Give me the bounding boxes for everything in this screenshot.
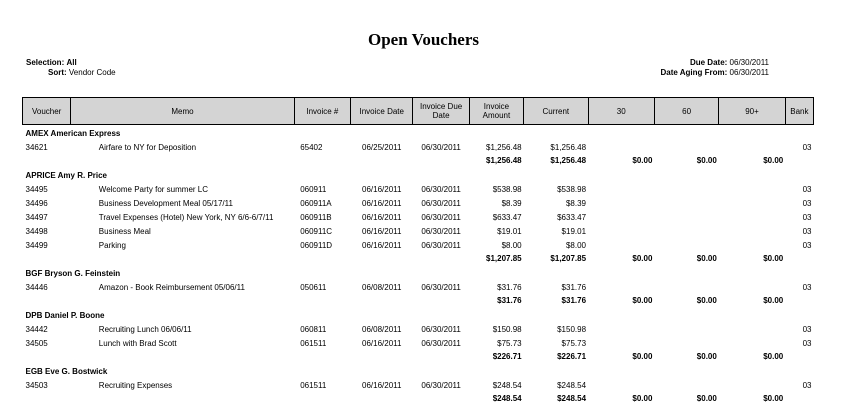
aging-60-cell — [654, 379, 718, 393]
total-30-cell: $0.00 — [632, 156, 653, 165]
total-empty-cell — [413, 155, 469, 167]
memo-cell: Airfare to NY for Deposition — [98, 143, 197, 152]
total-60-cell: $0.00 — [696, 296, 717, 305]
col-header-invoice-amount: Invoice Amount — [469, 98, 523, 125]
total-90-cell: $0.00 — [763, 394, 784, 403]
total-empty-cell — [294, 393, 350, 405]
report-criteria — [26, 58, 116, 78]
total-empty-cell — [351, 155, 413, 167]
total-empty-cell — [23, 295, 71, 307]
col-header-invoice-date: Invoice Date — [351, 98, 413, 125]
col-header-60: 60 — [654, 98, 718, 125]
invoice-amount-cell: $75.73 — [497, 339, 522, 348]
total-60-cell: $0.00 — [696, 394, 717, 403]
total-bank-cell — [785, 351, 813, 363]
current-cell: $8.00 — [565, 241, 587, 250]
aging-90-cell — [719, 281, 785, 295]
bank-cell: 03 — [802, 185, 812, 194]
total-bank-cell — [785, 155, 813, 167]
voucher-cell: 34446 — [25, 283, 48, 292]
invoice-due-date-cell: 06/30/2011 — [421, 213, 461, 222]
total-60-cell: $0.00 — [696, 352, 717, 361]
invoice-date-cell: 06/16/2011 — [362, 381, 402, 390]
current-cell: $1,256.48 — [550, 143, 587, 152]
total-bank-cell — [785, 253, 813, 265]
vendor-group-row — [23, 125, 814, 142]
invoice-amount-cell: $8.39 — [501, 199, 522, 208]
total-bank-cell — [785, 393, 813, 405]
aging-90-cell — [719, 323, 785, 337]
current-cell: $633.47 — [557, 213, 587, 222]
table-row — [23, 183, 814, 197]
aging-60-cell — [654, 239, 718, 253]
total-90-cell: $0.00 — [763, 352, 784, 361]
bank-cell: 03 — [802, 325, 812, 334]
bank-cell: 03 — [802, 241, 812, 250]
total-current-cell: $31.76 — [561, 296, 587, 305]
memo-cell: Business Meal — [98, 227, 151, 236]
table-row — [23, 225, 814, 239]
total-empty-cell — [71, 351, 294, 363]
total-empty-cell — [351, 295, 413, 307]
invoice-amount-cell: $633.47 — [492, 213, 522, 222]
table-row — [23, 379, 814, 393]
voucher-cell: 34496 — [25, 199, 48, 208]
aging-30-cell — [588, 183, 654, 197]
aging-90-cell — [719, 197, 785, 211]
total-empty-cell — [294, 155, 350, 167]
invoice-date-cell: 06/25/2011 — [362, 143, 402, 152]
vendor-name: BGF Bryson G. Feinstein — [25, 269, 121, 278]
sort-value: Vendor Code — [68, 68, 116, 77]
total-empty-cell — [413, 253, 469, 265]
aging-30-cell — [588, 337, 654, 351]
total-amount-cell: $226.71 — [492, 352, 522, 361]
invoice-date-cell: 06/08/2011 — [362, 283, 402, 292]
selection-label: Selection: — [26, 58, 65, 67]
memo-cell: Parking — [98, 241, 126, 250]
total-30-cell: $0.00 — [632, 394, 653, 403]
invoice-number-cell: 060911 — [300, 185, 327, 194]
invoice-date-cell: 06/08/2011 — [362, 325, 402, 334]
aging-30-cell — [588, 211, 654, 225]
voucher-cell: 34495 — [25, 185, 48, 194]
invoice-number-cell: 060811 — [300, 325, 327, 334]
vendor-total-row — [23, 351, 814, 363]
bank-cell: 03 — [802, 227, 812, 236]
aging-90-cell — [719, 211, 785, 225]
table-header-row — [23, 98, 814, 125]
invoice-due-date-cell: 06/30/2011 — [421, 381, 461, 390]
current-cell: $538.98 — [557, 185, 587, 194]
memo-cell: Business Development Meal 05/17/11 — [98, 199, 233, 208]
voucher-cell: 34503 — [25, 381, 48, 390]
table-row — [23, 211, 814, 225]
aging-30-cell — [588, 323, 654, 337]
aging-60-cell — [654, 323, 718, 337]
total-empty-cell — [351, 393, 413, 405]
aging-60-cell — [654, 183, 718, 197]
voucher-cell: 34498 — [25, 227, 48, 236]
invoice-number-cell: 061511 — [300, 339, 327, 348]
memo-cell: Recruiting Expenses — [98, 381, 173, 390]
vendor-total-row — [23, 155, 814, 167]
total-empty-cell — [413, 295, 469, 307]
memo-cell: Welcome Party for summer LC — [98, 185, 209, 194]
table-row — [23, 281, 814, 295]
aging-60-cell — [654, 337, 718, 351]
vendor-group-row — [23, 265, 814, 281]
aging-30-cell — [588, 239, 654, 253]
total-empty-cell — [351, 351, 413, 363]
aging-60-cell — [654, 211, 718, 225]
total-empty-cell — [71, 295, 294, 307]
total-30-cell: $0.00 — [632, 296, 653, 305]
current-cell: $75.73 — [561, 339, 587, 348]
sort-label: Sort: — [48, 68, 67, 77]
bank-cell: 03 — [802, 213, 812, 222]
invoice-date-cell: 06/16/2011 — [362, 227, 402, 236]
due-date-value: 06/30/2011 — [729, 58, 769, 67]
total-amount-cell: $1,256.48 — [486, 156, 522, 165]
col-header-invoice-number: Invoice # — [294, 98, 350, 125]
invoice-due-date-cell: 06/30/2011 — [421, 185, 461, 194]
total-empty-cell — [294, 253, 350, 265]
invoice-amount-cell: $19.01 — [497, 227, 522, 236]
voucher-cell: 34442 — [25, 325, 48, 334]
col-header-current: Current — [524, 98, 588, 125]
total-empty-cell — [351, 253, 413, 265]
total-90-cell: $0.00 — [763, 254, 784, 263]
total-current-cell: $248.54 — [557, 394, 587, 403]
total-empty-cell — [23, 155, 71, 167]
table-row — [23, 337, 814, 351]
aging-30-cell — [588, 379, 654, 393]
total-empty-cell — [23, 253, 71, 265]
total-60-cell: $0.00 — [696, 156, 717, 165]
invoice-date-cell: 06/16/2011 — [362, 241, 402, 250]
aging-90-cell — [719, 225, 785, 239]
invoice-number-cell: 060911B — [300, 213, 332, 222]
bank-cell: 03 — [802, 199, 812, 208]
table-row — [23, 323, 814, 337]
report-dates — [661, 58, 770, 78]
invoice-amount-cell: $150.98 — [492, 325, 522, 334]
aging-60-cell — [654, 281, 718, 295]
bank-cell: 03 — [802, 339, 812, 348]
voucher-cell: 34621 — [25, 143, 48, 152]
total-90-cell: $0.00 — [763, 296, 784, 305]
current-cell: $248.54 — [557, 381, 587, 390]
col-header-invoice-due-date: Invoice Due Date — [413, 98, 469, 125]
voucher-cell: 34499 — [25, 241, 48, 250]
aging-90-cell — [719, 141, 785, 155]
invoice-amount-cell: $538.98 — [492, 185, 522, 194]
invoice-number-cell: 060911A — [300, 199, 332, 208]
col-header-90-plus: 90+ — [719, 98, 785, 125]
invoice-amount-cell: $248.54 — [492, 381, 522, 390]
total-30-cell: $0.00 — [632, 254, 653, 263]
invoice-number-cell: 060911D — [300, 241, 333, 250]
aging-90-cell — [719, 379, 785, 393]
total-current-cell: $1,256.48 — [550, 156, 587, 165]
total-amount-cell: $31.76 — [497, 296, 522, 305]
total-60-cell: $0.00 — [696, 254, 717, 263]
aging-30-cell — [588, 225, 654, 239]
total-amount-cell: $1,207.85 — [486, 254, 522, 263]
current-cell: $8.39 — [565, 199, 587, 208]
total-current-cell: $1,207.85 — [550, 254, 587, 263]
vendor-group-row — [23, 363, 814, 379]
bank-cell: 03 — [802, 283, 812, 292]
vendor-group-row — [23, 167, 814, 183]
aging-90-cell — [719, 239, 785, 253]
vendor-group-row — [23, 307, 814, 323]
vendor-name: APRICE Amy R. Price — [25, 171, 108, 180]
bank-cell: 03 — [802, 143, 812, 152]
col-header-bank: Bank — [785, 98, 813, 125]
voucher-cell: 34497 — [25, 213, 48, 222]
invoice-due-date-cell: 06/30/2011 — [421, 227, 461, 236]
total-empty-cell — [23, 351, 71, 363]
invoice-due-date-cell: 06/30/2011 — [421, 143, 461, 152]
invoice-amount-cell: $1,256.48 — [486, 143, 522, 152]
bank-cell: 03 — [802, 381, 812, 390]
total-empty-cell — [71, 253, 294, 265]
total-empty-cell — [294, 295, 350, 307]
total-amount-cell: $248.54 — [492, 394, 522, 403]
invoice-due-date-cell: 06/30/2011 — [421, 339, 461, 348]
invoice-number-cell: 061511 — [300, 381, 327, 390]
memo-cell: Amazon - Book Reimbursement 05/06/11 — [98, 283, 245, 292]
aging-30-cell — [588, 141, 654, 155]
total-empty-cell — [71, 393, 294, 405]
total-empty-cell — [413, 393, 469, 405]
memo-cell: Travel Expenses (Hotel) New York, NY 6/6-6/7/11 — [98, 213, 274, 222]
vendor-total-row — [23, 295, 814, 307]
memo-cell: Recruiting Lunch 06/06/11 — [98, 325, 192, 334]
invoice-amount-cell: $31.76 — [497, 283, 522, 292]
vendor-name: EGB Eve G. Bostwick — [25, 367, 108, 376]
voucher-cell: 34505 — [25, 339, 48, 348]
aging-60-cell — [654, 225, 718, 239]
invoice-due-date-cell: 06/30/2011 — [421, 241, 461, 250]
vendor-total-row — [23, 393, 814, 405]
total-bank-cell — [785, 295, 813, 307]
table-row — [23, 239, 814, 253]
total-empty-cell — [71, 155, 294, 167]
invoice-number-cell: 060911C — [300, 227, 333, 236]
invoice-date-cell: 06/16/2011 — [362, 199, 402, 208]
due-date-label: Due Date: — [689, 58, 728, 67]
current-cell: $19.01 — [561, 227, 587, 236]
memo-cell: Lunch with Brad Scott — [98, 339, 177, 348]
col-header-30: 30 — [588, 98, 654, 125]
aging-60-cell — [654, 141, 718, 155]
total-empty-cell — [23, 393, 71, 405]
aging-value: 06/30/2011 — [729, 68, 769, 77]
due-date-line — [661, 58, 770, 68]
aging-30-cell — [588, 197, 654, 211]
invoice-amount-cell: $8.00 — [501, 241, 522, 250]
col-header-memo: Memo — [71, 98, 294, 125]
current-cell: $31.76 — [561, 283, 587, 292]
aging-90-cell — [719, 337, 785, 351]
vendor-total-row — [23, 253, 814, 265]
sort-line — [26, 68, 116, 78]
selection-line — [26, 58, 116, 68]
invoice-due-date-cell: 06/30/2011 — [421, 283, 461, 292]
total-30-cell: $0.00 — [632, 352, 653, 361]
vendor-name: DPB Daniel P. Boone — [25, 311, 105, 320]
aging-30-cell — [588, 281, 654, 295]
total-90-cell: $0.00 — [763, 156, 784, 165]
invoice-date-cell: 06/16/2011 — [362, 185, 402, 194]
table-row — [23, 197, 814, 211]
invoice-number-cell: 65402 — [300, 143, 323, 152]
aging-label: Date Aging From: — [660, 68, 728, 77]
vouchers-table — [22, 97, 814, 405]
table-row — [23, 141, 814, 155]
selection-value: All — [66, 58, 77, 67]
invoice-due-date-cell: 06/30/2011 — [421, 199, 461, 208]
aging-line — [661, 68, 770, 78]
invoice-due-date-cell: 06/30/2011 — [421, 325, 461, 334]
vendor-name: AMEX American Express — [25, 129, 121, 138]
total-empty-cell — [294, 351, 350, 363]
aging-90-cell — [719, 183, 785, 197]
aging-60-cell — [654, 197, 718, 211]
invoice-date-cell: 06/16/2011 — [362, 339, 402, 348]
invoice-date-cell: 06/16/2011 — [362, 213, 402, 222]
current-cell: $150.98 — [557, 325, 587, 334]
total-empty-cell — [413, 351, 469, 363]
table-body — [23, 125, 814, 406]
total-current-cell: $226.71 — [557, 352, 587, 361]
invoice-number-cell: 050611 — [300, 283, 327, 292]
report-title: Open Vouchers — [368, 30, 479, 49]
col-header-voucher: Voucher — [23, 98, 71, 125]
